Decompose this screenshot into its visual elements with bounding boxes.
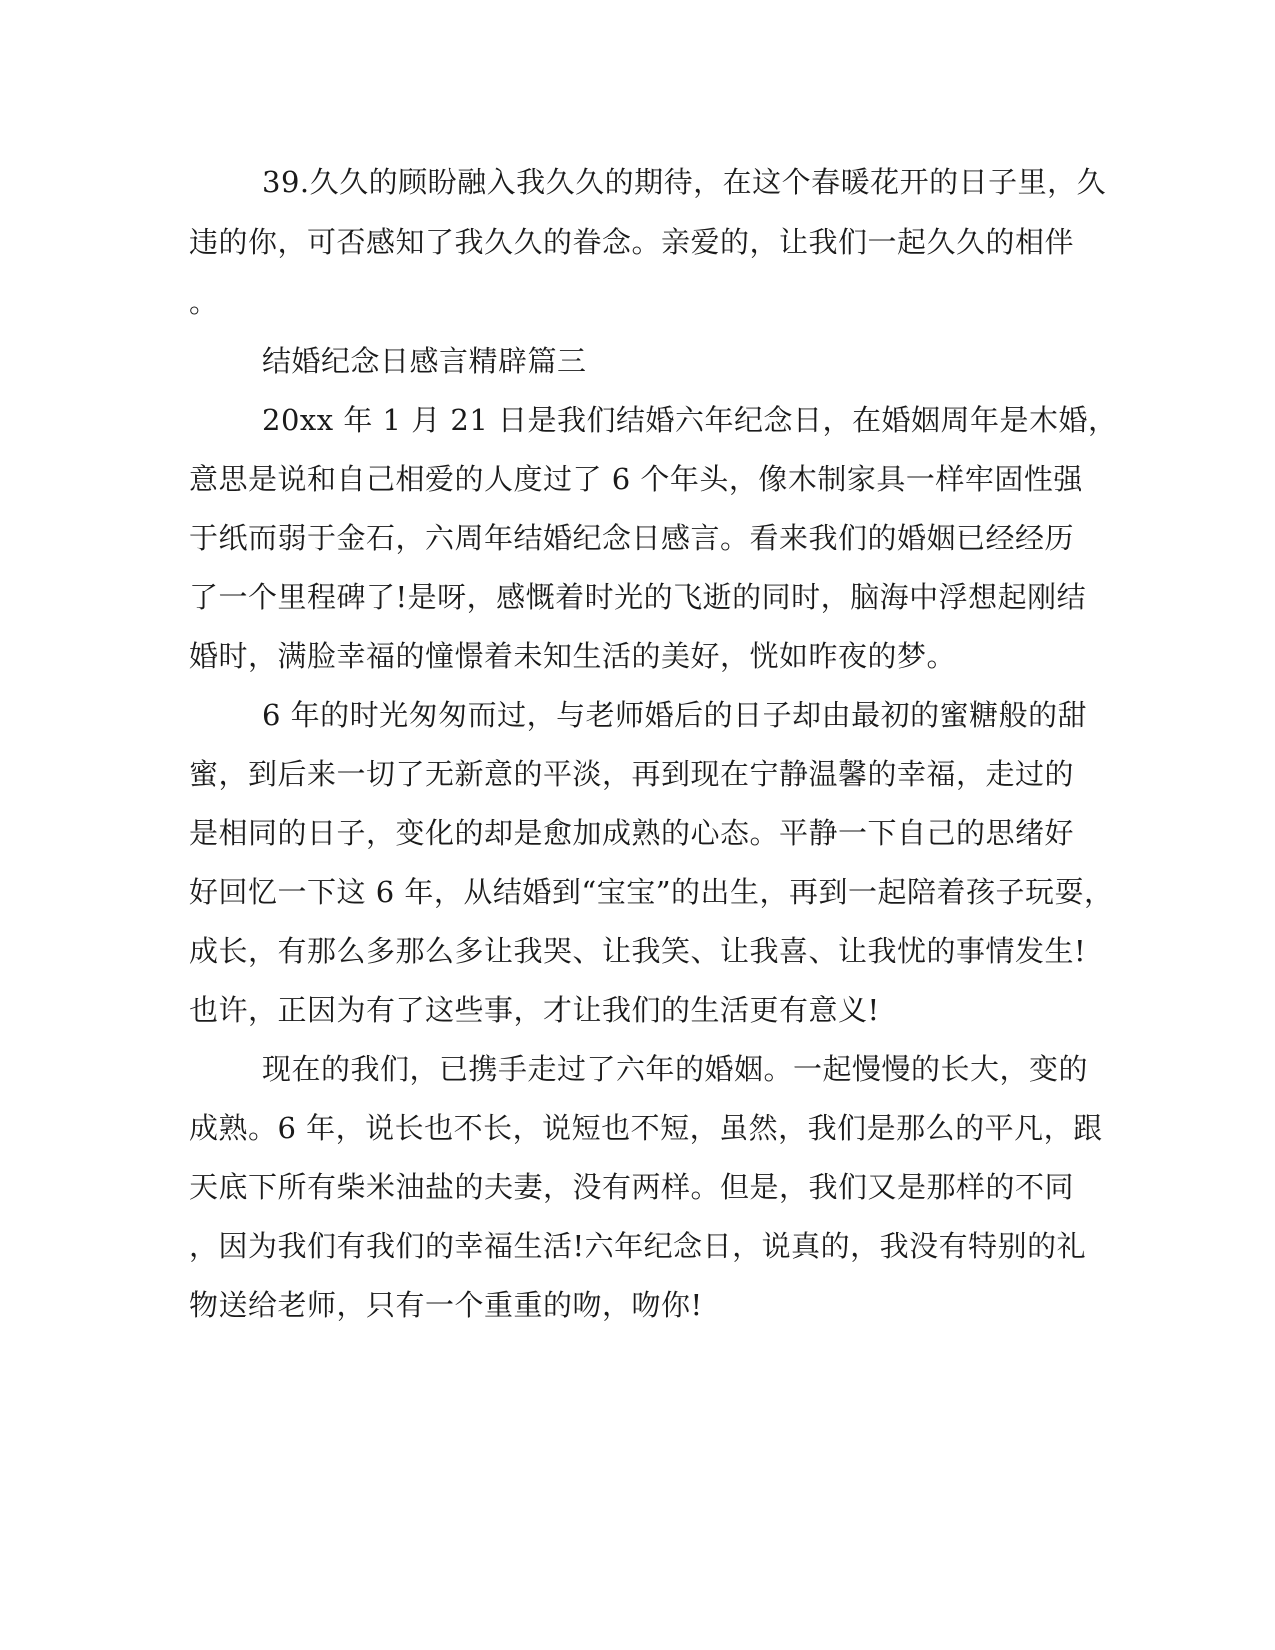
section-heading: 结婚纪念日感言精辟篇三 xyxy=(262,344,587,378)
paragraph-1-line-4: 了一个里程碑了!是呀，感慨着时光的飞逝的同时，脑海中浮想起刚结 xyxy=(189,580,1087,614)
paragraph-3-line-2: 成熟。6 年，说长也不长，说短也不短，虽然，我们是那么的平凡，跟 xyxy=(189,1111,1103,1145)
paragraph-3-line-5: 物送给老师，只有一个重重的吻，吻你! xyxy=(189,1288,703,1322)
paragraph-2-line-6: 也许，正因为有了这些事，才让我们的生活更有意义! xyxy=(189,993,880,1027)
paragraph-2-line-2: 蜜，到后来一切了无新意的平淡，再到现在宁静温馨的幸福，走过的 xyxy=(189,757,1075,791)
paragraph-39-line-1: 39.久久的顾盼融入我久久的期待，在这个春暖花开的日子里，久 xyxy=(262,165,1107,199)
paragraph-2-line-5: 成长，有那么多那么多让我哭、让我笑、让我喜、让我忧的事情发生! xyxy=(189,934,1087,968)
paragraph-1-line-3: 于纸而弱于金石，六周年结婚纪念日感言。看来我们的婚姻已经经历 xyxy=(189,521,1075,555)
paragraph-3-line-3: 天底下所有柴米油盐的夫妻，没有两样。但是，我们又是那样的不同 xyxy=(189,1170,1075,1204)
paragraph-1-line-5: 婚时，满脸幸福的憧憬着未知生活的美好，恍如昨夜的梦。 xyxy=(189,639,957,673)
paragraph-3-line-1: 现在的我们，已携手走过了六年的婚姻。一起慢慢的长大，变的 xyxy=(262,1052,1089,1086)
paragraph-1-line-1: 20xx 年 1 月 21 日是我们结婚六年纪念日，在婚姻周年是木婚， xyxy=(262,403,1118,437)
paragraph-2-line-3: 是相同的日子，变化的却是愈加成熟的心态。平静一下自己的思绪好 xyxy=(189,816,1075,850)
paragraph-3-line-4: ，因为我们有我们的幸福生活!六年纪念日，说真的，我没有特别的礼 xyxy=(189,1229,1087,1263)
paragraph-39-line-2: 违的你，可否感知了我久久的眷念。亲爱的，让我们一起久久的相伴 xyxy=(189,225,1075,259)
paragraph-39-line-3: 。 xyxy=(189,285,219,319)
paragraph-1-line-2: 意思是说和自己相爱的人度过了 6 个年头，像木制家具一样牢固性强 xyxy=(189,462,1083,496)
paragraph-2-line-1: 6 年的时光匆匆而过，与老师婚后的日子却由最初的蜜糖般的甜 xyxy=(262,698,1088,732)
paragraph-2-line-4: 好回忆一下这 6 年，从结婚到“宝宝”的出生，再到一起陪着孩子玩耍， xyxy=(189,875,1114,909)
